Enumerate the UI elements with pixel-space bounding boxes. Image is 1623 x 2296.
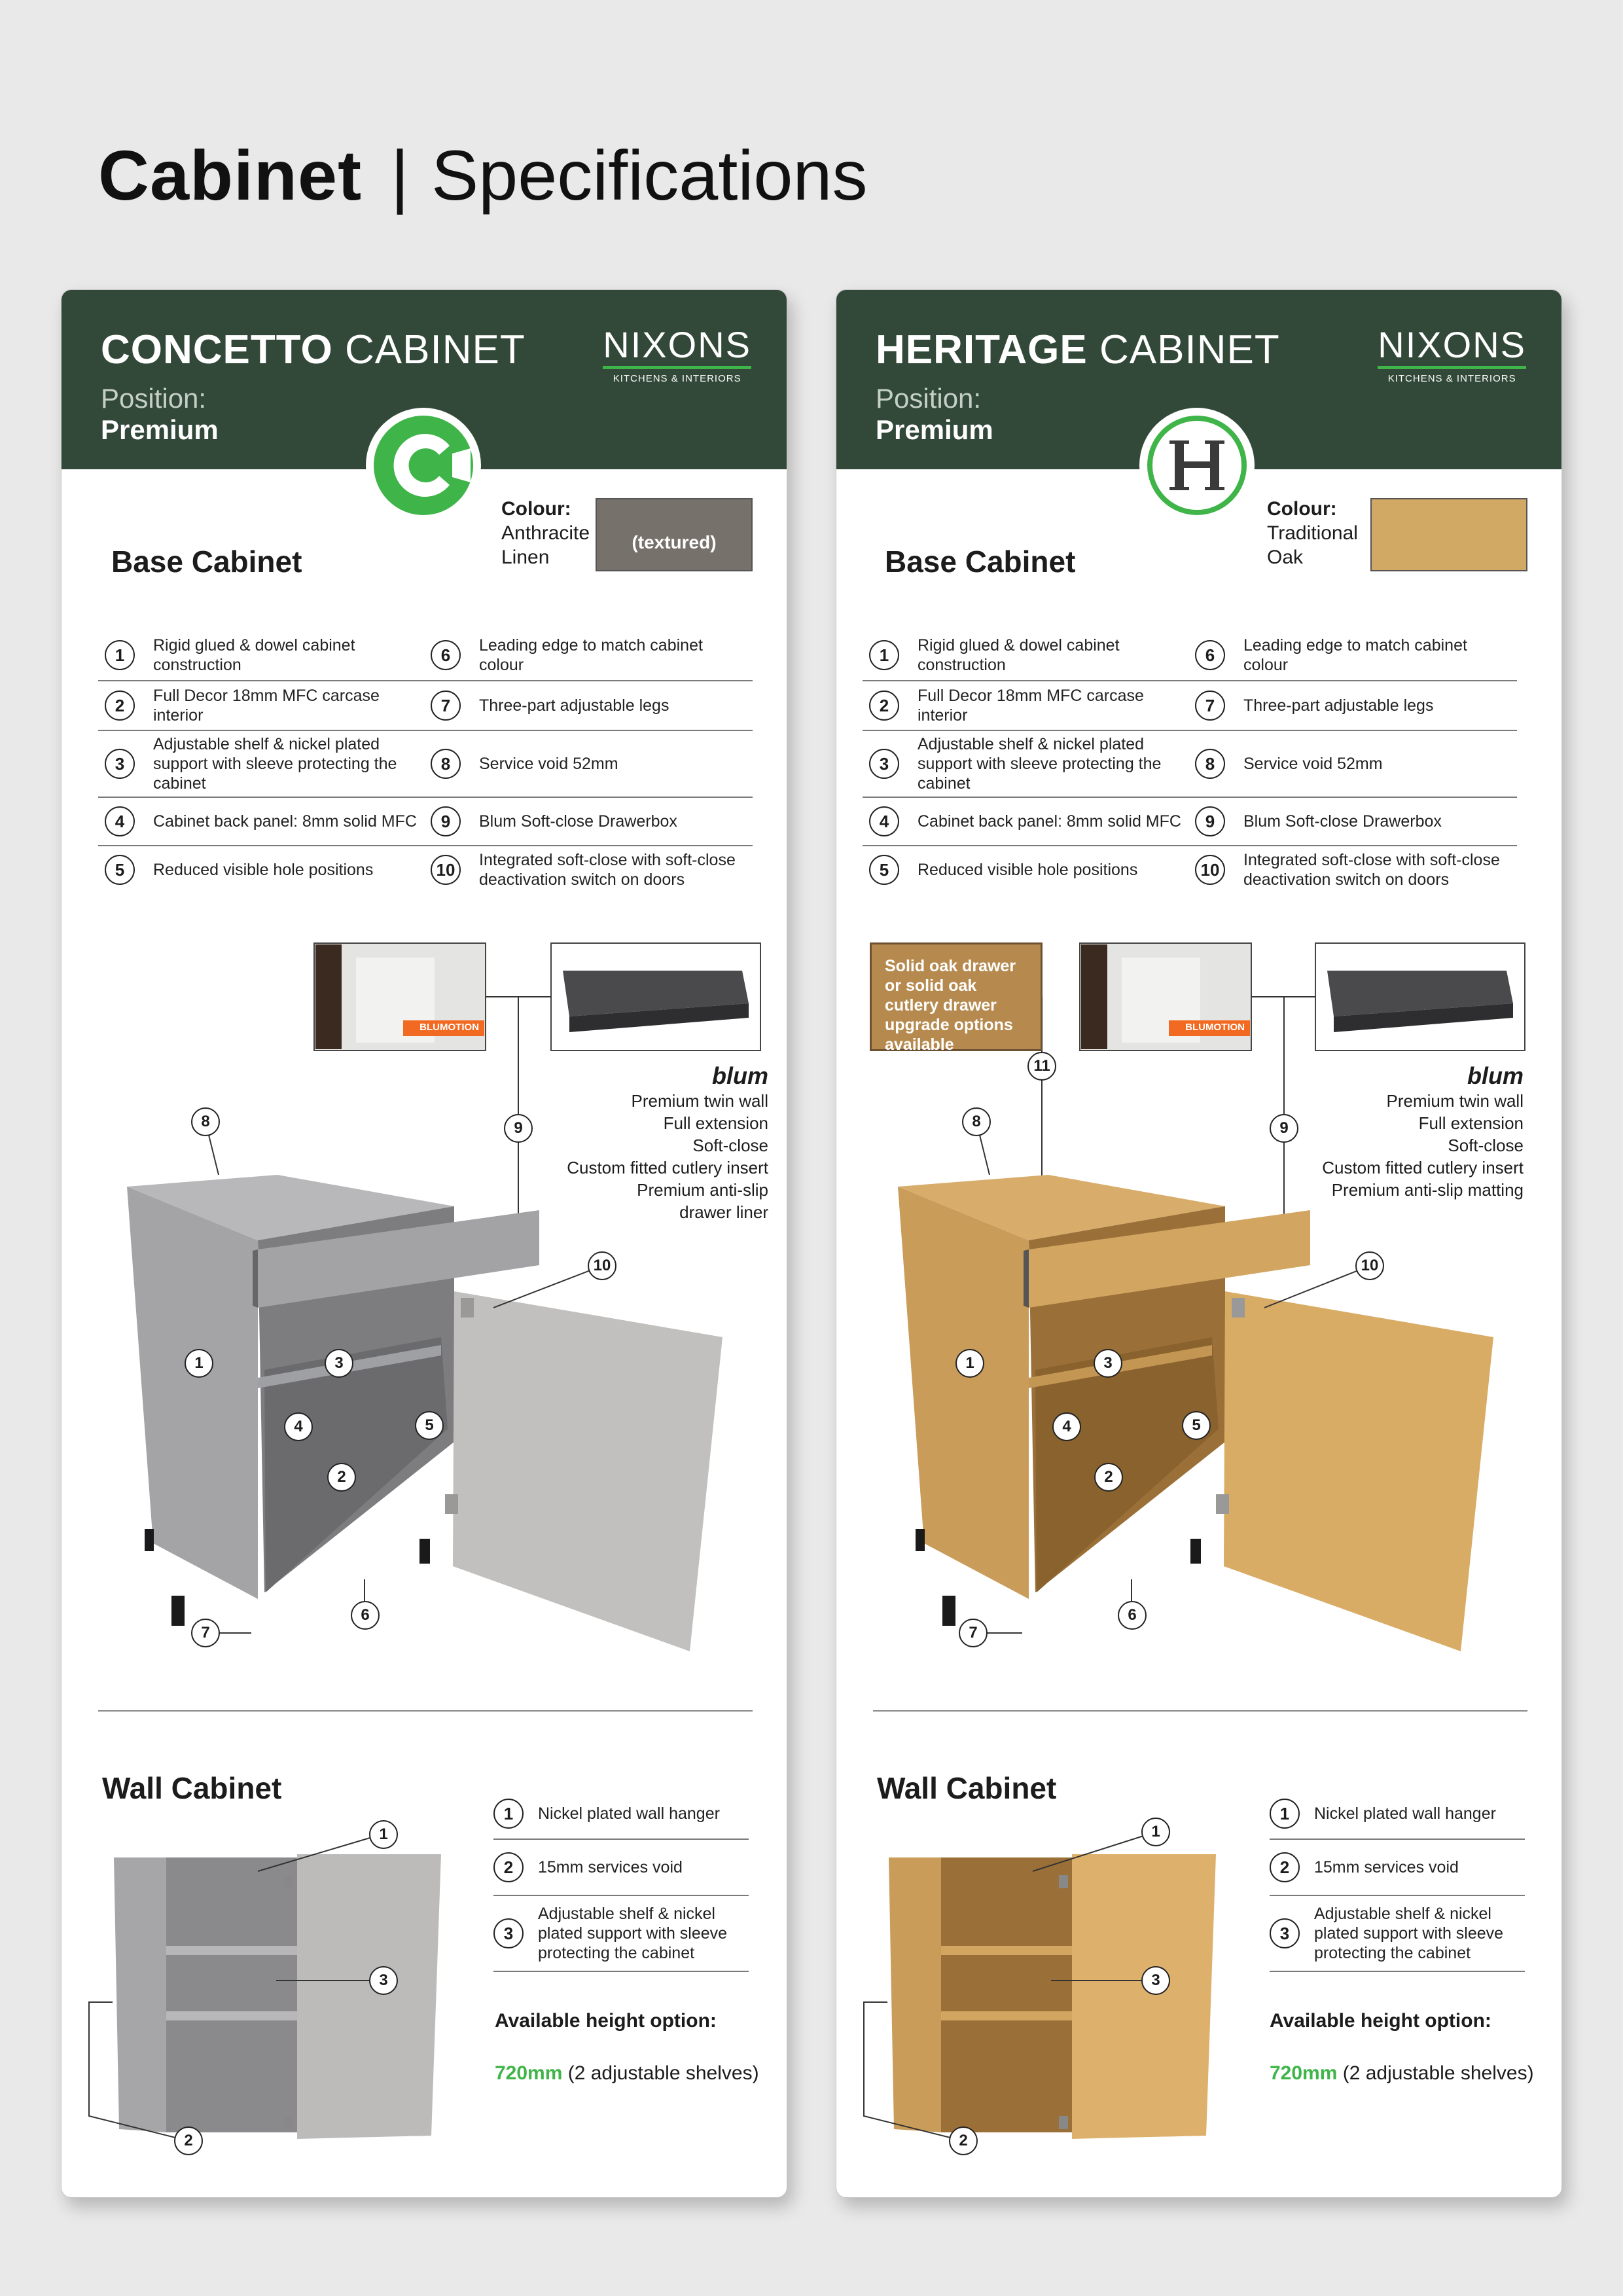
wall-cabinet-title: Wall Cabinet	[102, 1771, 282, 1805]
callout-4: 4	[284, 1412, 313, 1441]
blum-features: Premium twin wall Full extension Soft-close Custom fitted cutlery insert Premium anti-slip drawer liner	[567, 1091, 768, 1222]
callout-11: 11	[1027, 1052, 1056, 1081]
position-label: Position:	[101, 383, 207, 414]
blum-features: Premium twin wall Full extension Soft-close Custom fitted cutlery insert Premium anti-slip matting	[1322, 1091, 1524, 1200]
wall-callout-3: 3	[369, 1966, 398, 1995]
page-title: Cabinet | Specifications	[98, 135, 868, 215]
callout-3: 3	[325, 1349, 353, 1378]
blum-logo: blum	[1467, 1062, 1524, 1089]
spec-row: 1 Rigid glued & dowel cabinet construction 6 Leading edge to match cabinet colour	[98, 630, 753, 681]
callout-6: 6	[351, 1601, 380, 1630]
callout-5: 5	[1182, 1411, 1211, 1440]
nixons-logo: NIXONS KITCHENS & INTERIORS	[1378, 324, 1526, 384]
spec-row: 4 Cabinet back panel: 8mm solid MFC 9 Blum Soft-close Drawerbox	[863, 798, 1517, 846]
wall-spec-row: 1 Nickel plated wall hanger	[493, 1789, 749, 1840]
wall-callout-1: 1	[369, 1820, 398, 1849]
spec-row: 1 Rigid glued & dowel cabinet construction 6 Leading edge to match cabinet colour	[863, 630, 1517, 681]
anthracite-linen-swatch: (textured)	[596, 498, 753, 571]
wall-callout-2: 2	[174, 2126, 203, 2155]
callout-1: 1	[955, 1349, 984, 1378]
callout-9: 9	[1270, 1114, 1298, 1143]
blum-logo: blum	[712, 1062, 768, 1089]
callout-6: 6	[1118, 1601, 1147, 1630]
position-label: Position:	[876, 383, 982, 414]
colour-label: Colour: Anthracite Linen	[501, 498, 590, 568]
callout-10: 10	[588, 1251, 616, 1280]
callout-8: 8	[191, 1107, 220, 1136]
spec-row: 3 Adjustable shelf & nickel plated support with sleeve protecting the cabinet 8 Service void 52mm	[863, 731, 1517, 798]
base-cabinet-title: Base Cabinet	[885, 545, 1076, 579]
colour-label: Colour: Traditional Oak	[1267, 498, 1358, 568]
blumotion-label: BLUMOTION	[1169, 1020, 1250, 1036]
wall-spec-row: 3 Adjustable shelf & nickel plated support with sleeve protecting the cabinet	[493, 1896, 749, 1972]
callout-2: 2	[327, 1463, 356, 1492]
wall-spec-row: 2 15mm services void	[493, 1840, 749, 1896]
callout-4: 4	[1052, 1412, 1081, 1441]
wall-spec-row: 2 15mm services void	[1270, 1840, 1525, 1896]
callout-7: 7	[959, 1619, 988, 1647]
nixons-logo: NIXONS KITCHENS & INTERIORS	[603, 324, 751, 384]
callout-8: 8	[962, 1107, 991, 1136]
available-height-title: Available height option:	[495, 2010, 717, 2032]
callout-1: 1	[185, 1349, 213, 1378]
heritage-cabinet-panel	[836, 289, 1562, 2198]
cabinet-name: CONCETTO CABINET	[101, 327, 526, 372]
wall-callout-3: 3	[1141, 1966, 1170, 1995]
spec-row: 4 Cabinet back panel: 8mm solid MFC 9 Blum Soft-close Drawerbox	[98, 798, 753, 846]
wall-spec-row: 3 Adjustable shelf & nickel plated support with sleeve protecting the cabinet	[1270, 1896, 1525, 1972]
wall-callout-1: 1	[1141, 1818, 1170, 1846]
callout-2: 2	[1094, 1463, 1123, 1492]
callout-10: 10	[1355, 1251, 1384, 1280]
wall-spec-row: 1 Nickel plated wall hanger	[1270, 1789, 1525, 1840]
callout-3: 3	[1094, 1349, 1122, 1378]
blumotion-label: BLUMOTION	[403, 1020, 484, 1036]
concetto-cabinet-panel	[61, 289, 787, 2198]
callout-5: 5	[415, 1411, 444, 1440]
available-height-value: 720mm (2 adjustable shelves)	[1270, 2062, 1534, 2084]
spec-row: 2 Full Decor 18mm MFC carcase interior 7 Three-part adjustable legs	[98, 681, 753, 731]
spec-row: 5 Reduced visible hole positions 10 Integrated soft-close with soft-close deactivation switch on doors	[863, 846, 1517, 893]
wall-cabinet-title: Wall Cabinet	[877, 1771, 1057, 1805]
available-height-title: Available height option:	[1270, 2010, 1491, 2032]
available-height-value: 720mm (2 adjustable shelves)	[495, 2062, 759, 2084]
spec-row: 3 Adjustable shelf & nickel plated support with sleeve protecting the cabinet 8 Service void 52mm	[98, 731, 753, 798]
position-value: Premium	[876, 414, 993, 445]
upgrade-options-note: Solid oak drawer or solid oak cutlery drawer upgrade options available	[870, 943, 1042, 1050]
cabinet-name: HERITAGE CABINET	[876, 327, 1280, 372]
position-value: Premium	[101, 414, 219, 445]
wall-callout-2: 2	[949, 2126, 978, 2155]
callout-9: 9	[504, 1114, 533, 1143]
base-cabinet-title: Base Cabinet	[111, 545, 302, 579]
callout-7: 7	[191, 1619, 220, 1647]
spec-row: 5 Reduced visible hole positions 10 Integrated soft-close with soft-close deactivation switch on doors	[98, 846, 753, 893]
spec-row: 2 Full Decor 18mm MFC carcase interior 7 Three-part adjustable legs	[863, 681, 1517, 731]
